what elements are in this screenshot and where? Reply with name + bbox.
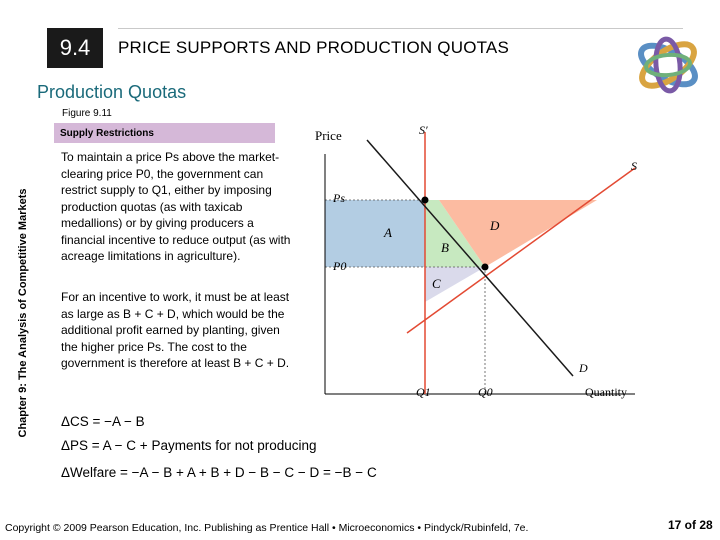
curve-label-s-prime: S′ (419, 123, 428, 137)
point-ps-q1 (422, 197, 429, 204)
x-axis-label: Quantity (585, 385, 627, 399)
figure-title-bar (54, 123, 275, 143)
section-badge: 9.4 (47, 28, 103, 68)
equation-welfare: ΔWelfare = −A − B + A + B + D − B − C − D = −B − C (61, 465, 377, 480)
figure-number: Figure 9.11 (62, 108, 112, 119)
curve-label-d: D (579, 361, 588, 375)
figure-paragraph-1: To maintain a price Ps above the market-clearing price P0, the government can restrict supply to Q1, either by imposing production quotas (as with taxicab medallions) or by giving producers a financial incentive to reduce output (as with acreage limitations in agriculture). (61, 150, 291, 263)
figure-paragraph-2: For an incentive to work, it must be at least as large as B + C + D, which would be the additional profit earned by planting, given the higher price Ps. The cost to the government is therefore at least B + C + D. (61, 290, 290, 370)
figure-title: Supply Restrictions (60, 127, 154, 139)
point-p0-q0 (482, 264, 489, 271)
equation-consumer-surplus: ΔCS = −A − B (61, 414, 145, 429)
region-label-b: B (441, 240, 449, 255)
region-a (325, 200, 425, 267)
slide-title: PRICE SUPPORTS AND PRODUCTION QUOTAS (118, 38, 510, 57)
footer-copyright: Copyright © 2009 Pearson Education, Inc. Publishing as Prentice Hall • Microeconomics • Pindyck/Rubinfeld, 7e. (5, 522, 529, 534)
supply-restriction-diagram (295, 118, 640, 410)
slide-subtitle: Production Quotas (37, 82, 187, 102)
quantity-label-q0: Q0 (478, 385, 493, 399)
quantity-label-q1: Q1 (416, 385, 431, 399)
chapter-label: Chapter 9: The Analysis of Competitive Markets (17, 188, 29, 438)
page-number: 17 of 28 (668, 518, 713, 532)
region-label-d: D (490, 218, 500, 233)
header-rule (118, 28, 683, 29)
price-label-p0: P0 (333, 259, 347, 273)
rings-logo-icon (622, 22, 714, 108)
region-label-a: A (384, 225, 392, 240)
equation-producer-surplus: ΔPS = A − C + Payments for not producing (61, 438, 317, 453)
curve-label-s: S (631, 159, 637, 173)
price-label-ps: Ps (333, 191, 345, 205)
region-label-c: C (432, 276, 441, 291)
y-axis-label: Price (315, 128, 342, 143)
